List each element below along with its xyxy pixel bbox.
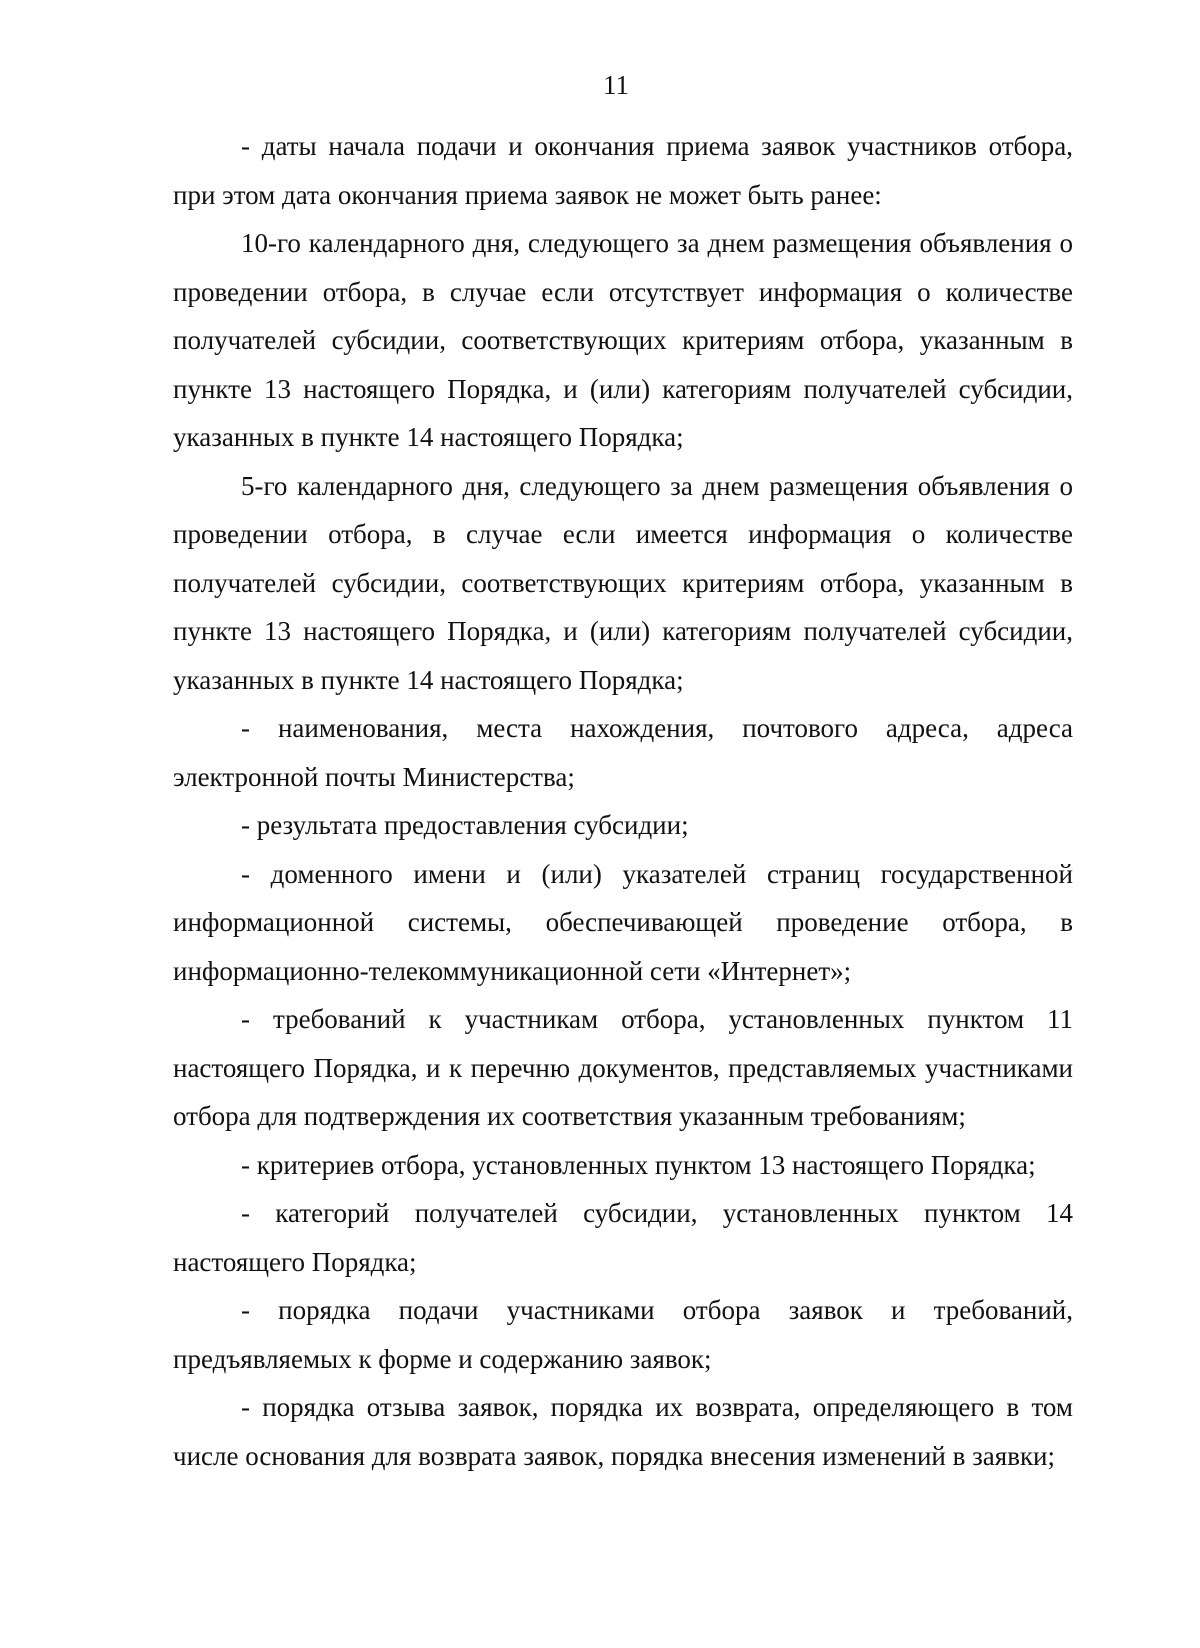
page-number: 11	[603, 70, 629, 100]
paragraph-subsidy-result: - результата предоставления субсидии;	[241, 810, 689, 840]
paragraph-application-dates: - даты начала подачи и окончания приема заявок участников отбора, при этом дата окончания приема заявок не может быть ранее:	[173, 131, 1073, 210]
document-body	[173, 122, 1073, 1480]
paragraph-domain-name: - доменного имени и (или) указателей страниц государственной информационной системы, обеспечивающей проведение отбора, в информационно-телекоммуникационной сети «Интернет»;	[173, 858, 1073, 986]
paragraph-submission-procedure: - порядка подачи участниками отбора заявок и требований, предъявляемых к форме и содержанию заявок;	[173, 1295, 1073, 1374]
paragraph-recipient-categories: - категорий получателей субсидии, установленных пунктом 14 настоящего Порядка;	[173, 1198, 1073, 1277]
paragraph-10th-day: 10-го календарного дня, следующего за днем размещения объявления о проведении отбора, в случае если отсутствует информация о количестве получателей субсидии, соответствующих критериям отбора, указанным в пункте 13 настоящего Порядка, и (или) категориям получателей субсидии, указанных в пункте 14 настоящего Порядка;	[173, 228, 1073, 452]
paragraph-5th-day: 5-го календарного дня, следующего за днем размещения объявления о проведении отбора, в случае если имеется информация о количестве получателей субсидии, соответствующих критериям отбора, указанным в пункте 13 настоящего Порядка, и (или) категориям получателей субсидии, указанных в пункте 14 настоящего Порядка;	[173, 470, 1073, 695]
paragraph-ministry-contacts: - наименования, места нахождения, почтового адреса, адреса электронной почты Министерства;	[173, 713, 1073, 792]
paragraph-withdrawal-procedure: - порядка отзыва заявок, порядка их возврата, определяющего в том числе основания для возврата заявок, порядка внесения изменений в заявки;	[173, 1392, 1073, 1471]
paragraph-selection-criteria: - критериев отбора, установленных пунктом 13 настоящего Порядка;	[241, 1149, 1036, 1180]
paragraph-participant-requirements: - требований к участникам отбора, установленных пунктом 11 настоящего Порядка, и к перечню документов, представляемых участниками отбора для подтверждения их соответствия указанным требованиям;	[173, 1004, 1073, 1131]
